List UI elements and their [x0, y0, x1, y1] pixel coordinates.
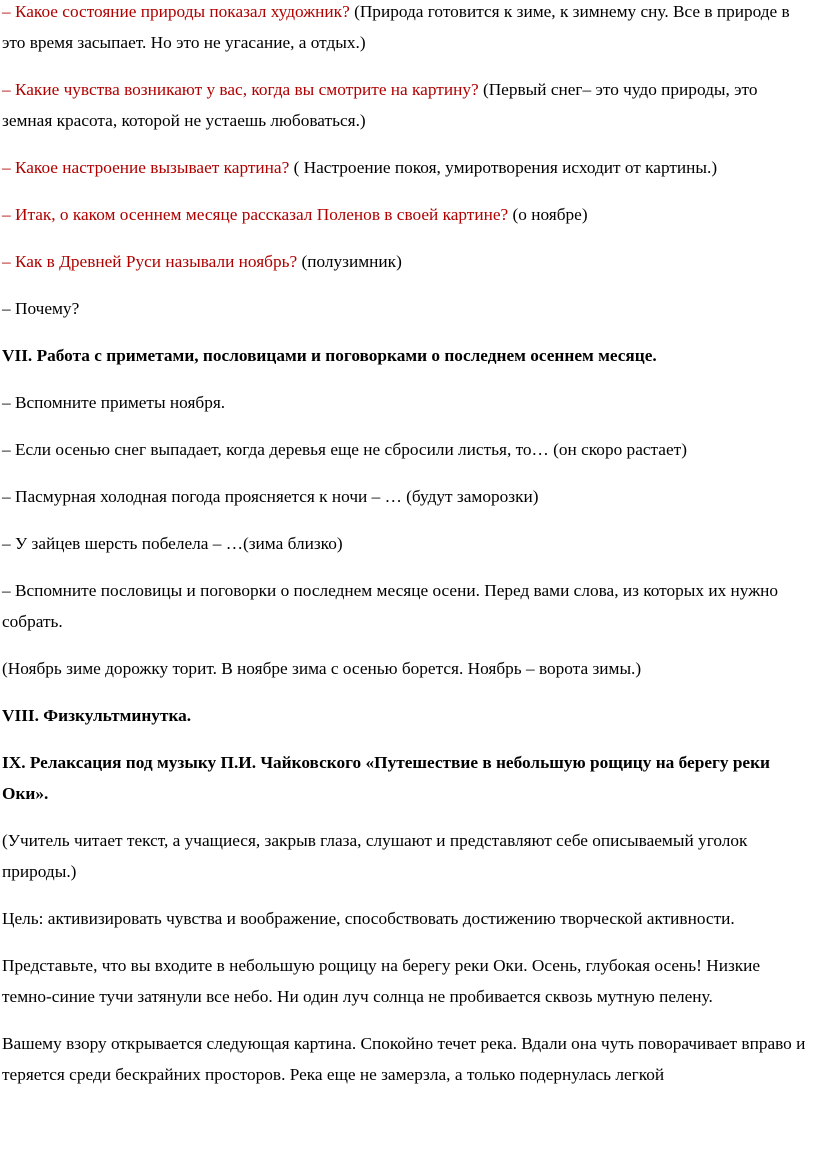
paragraph-sign-3: – У зайцев шерсть побелела – …(зима близко): [2, 534, 343, 553]
paragraph-proverbs: (Ноябрь зиме дорожку торит. В ноябре зима с осенью борется. Ноябрь – ворота зимы.): [2, 659, 642, 678]
paragraph-goal: Цель: активизировать чувства и воображение, способствовать достижению творческой активности.: [2, 909, 735, 928]
paragraph-proverbs-task: – Вспомните пословицы и поговорки о последнем месяце осени. Перед вами слова, из которых их нужно собрать.: [2, 581, 779, 631]
answer-text: (полузимник): [297, 252, 402, 271]
paragraph-question-2: [2, 74, 810, 136]
paragraph-view: Вашему взору открывается следующая картина. Спокойно течет река. Вдали она чуть поворачивает вправо и теряется среди бескрайних просторов. Река еще не замерзла, а только подернулась легкой: [2, 1034, 806, 1084]
question-text: – Какие чувства возникают у вас, когда вы смотрите на картину?: [2, 80, 479, 99]
document-page: [2, 0, 810, 1106]
paragraph-question-5: [2, 246, 810, 277]
paragraph-sign-2: – Пасмурная холодная погода проясняется к ночи – … (будут заморозки): [2, 487, 539, 506]
answer-text: (Первый снег– это чудо природы, это земная красота, которой не устаешь любоваться.): [2, 80, 758, 130]
answer-text: (Природа готовится к зиме, к зимнему сну. Все в природе в это время засыпает. Но это не угасание, а отдых.): [2, 2, 790, 52]
paragraph-why: – Почему?: [2, 299, 80, 318]
paragraph-recall-signs: – Вспомните приметы ноября.: [2, 393, 226, 412]
paragraph-question-3: [2, 152, 810, 183]
section-heading-vii: VII. Работа с приметами, пословицами и поговорками о последнем осеннем месяце.: [2, 346, 657, 365]
question-text: – Итак, о каком осеннем месяце рассказал Поленов в своей картине?: [2, 205, 509, 224]
section-heading-ix: IX. Релаксация под музыку П.И. Чайковского «Путешествие в небольшую рощицу на берегу реки Оки».: [2, 753, 771, 803]
paragraph-sign-1: – Если осенью снег выпадает, когда деревья еще не сбросили листья, то… (он скоро растает): [2, 440, 687, 459]
paragraph-question-4: [2, 199, 810, 230]
answer-text: ( Настроение покоя, умиротворения исходит от картины.): [289, 158, 718, 177]
paragraph-teacher-note: (Учитель читает текст, а учащиеся, закрыв глаза, слушают и представляют себе описываемый уголок природы.): [2, 831, 748, 881]
paragraph-imagine: Представьте, что вы входите в небольшую рощицу на берегу реки Оки. Осень, глубокая осень! Низкие темно-синие тучи затянули все небо. Ни один луч солнца не пробивается сквозь мутную пелену.: [2, 956, 761, 1006]
question-text: – Как в Древней Руси называли ноябрь?: [2, 252, 298, 271]
paragraph-question-1: [2, 0, 810, 58]
question-text: – Какое состояние природы показал художник?: [2, 2, 350, 21]
section-heading-viii: VIII. Физкультминутка.: [2, 706, 192, 725]
answer-text: (о ноябре): [508, 205, 588, 224]
question-text: – Какое настроение вызывает картина?: [2, 158, 290, 177]
